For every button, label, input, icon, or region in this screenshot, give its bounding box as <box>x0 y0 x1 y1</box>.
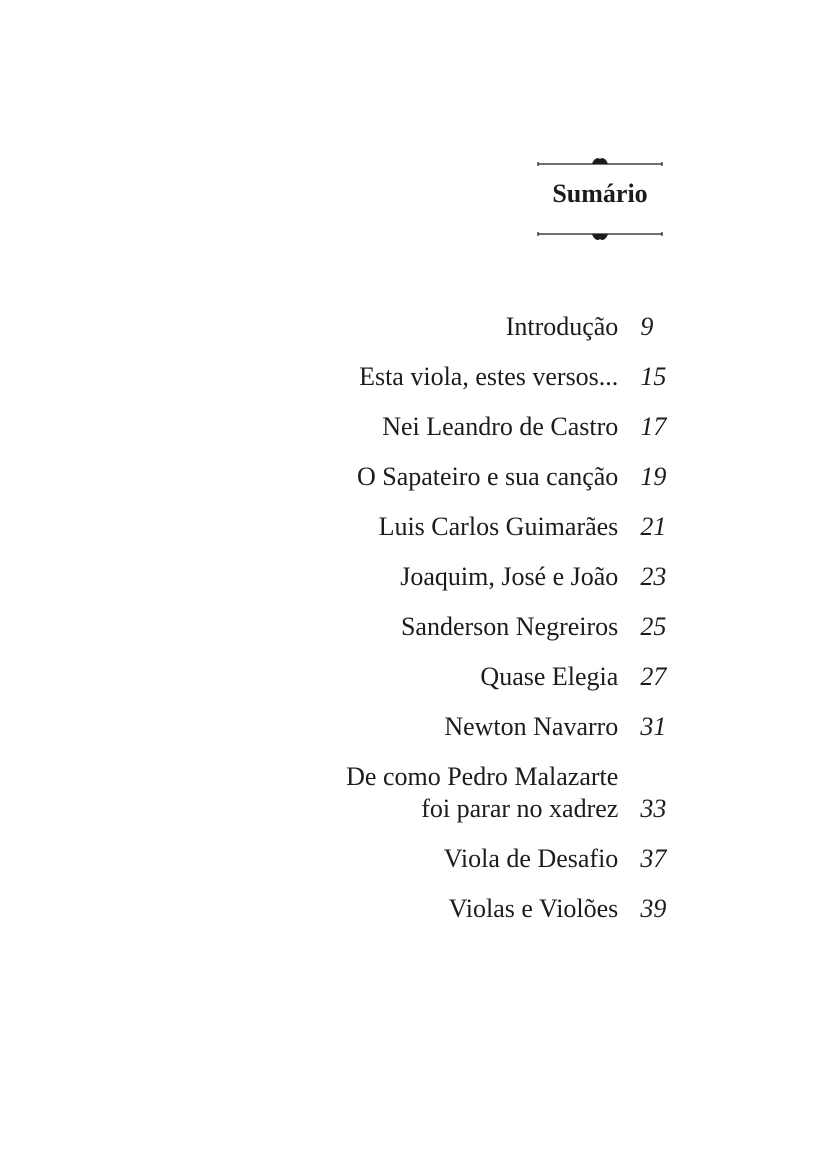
toc-entry-page-number: 17 <box>640 412 667 441</box>
toc-entry-title-line: Luis Carlos Guimarães <box>378 512 619 541</box>
toc-entry-title-line: Quase Elegia <box>480 662 619 691</box>
toc-entry <box>300 461 700 493</box>
toc-entry-title-line: Nei Leandro de Castro <box>382 412 619 441</box>
toc-entry <box>300 843 700 875</box>
ornament-bottom-rule <box>536 228 664 242</box>
toc-entry-title <box>300 411 618 443</box>
toc-entry-title <box>300 761 618 825</box>
toc-entry-page-number: 31 <box>640 712 667 741</box>
page-title: Sumário <box>552 179 648 208</box>
toc-entry-title <box>300 893 618 925</box>
toc-entry-title-line: Sanderson Negreiros <box>400 612 619 641</box>
toc-entry-title <box>300 561 618 593</box>
toc-entry-title <box>300 611 618 643</box>
toc-entry-page-number: 37 <box>640 844 667 873</box>
toc-entry <box>300 711 700 743</box>
toc-entry <box>300 361 700 393</box>
toc-entry-page-number: 33 <box>640 794 667 823</box>
toc-entry-title <box>300 361 618 393</box>
toc-entry <box>300 893 700 925</box>
toc-entry-page-number: 15 <box>640 362 667 391</box>
toc-entry <box>300 411 700 443</box>
toc-entry-title-line: Introdução <box>505 312 619 341</box>
toc-entry-title <box>300 311 618 343</box>
toc-entry-title-line: Viola de Desafio <box>443 844 619 873</box>
toc-entry-title-line: Violas e Violões <box>448 894 619 923</box>
toc-entry-page-number: 19 <box>640 462 667 491</box>
toc-entry-title-line: De como Pedro Malazarte <box>346 762 619 791</box>
toc-entry-page-number: 21 <box>640 512 667 541</box>
toc-entry-title <box>300 461 618 493</box>
toc-entry-title-line: Joaquim, José e João <box>400 562 619 591</box>
toc-entry-title-line: O Sapateiro e sua canção <box>356 462 619 491</box>
toc-entry <box>300 511 700 543</box>
toc-entry-title <box>300 661 618 693</box>
toc-entry-title-line: Esta viola, estes versos... <box>359 362 619 391</box>
toc-entry-title <box>300 711 618 743</box>
toc-entry-page-number: 27 <box>640 662 667 691</box>
toc-entry-title <box>300 511 618 543</box>
toc-entry-page-number: 25 <box>640 612 667 641</box>
toc-entry <box>300 561 700 593</box>
toc-entry-title <box>300 843 618 875</box>
table-of-contents <box>300 311 700 943</box>
ornament-top-rule <box>536 156 664 170</box>
toc-entry <box>300 661 700 693</box>
toc-entry <box>300 761 700 825</box>
toc-entry-title-line: Newton Navarro <box>444 712 619 741</box>
toc-entry <box>300 611 700 643</box>
toc-entry <box>300 311 700 343</box>
toc-entry-page-number: 23 <box>640 562 667 591</box>
toc-entry-page-number: 39 <box>640 894 667 923</box>
toc-entry-page-number: 9 <box>640 312 654 341</box>
toc-entry-title-line: foi parar no xadrez <box>421 794 619 823</box>
